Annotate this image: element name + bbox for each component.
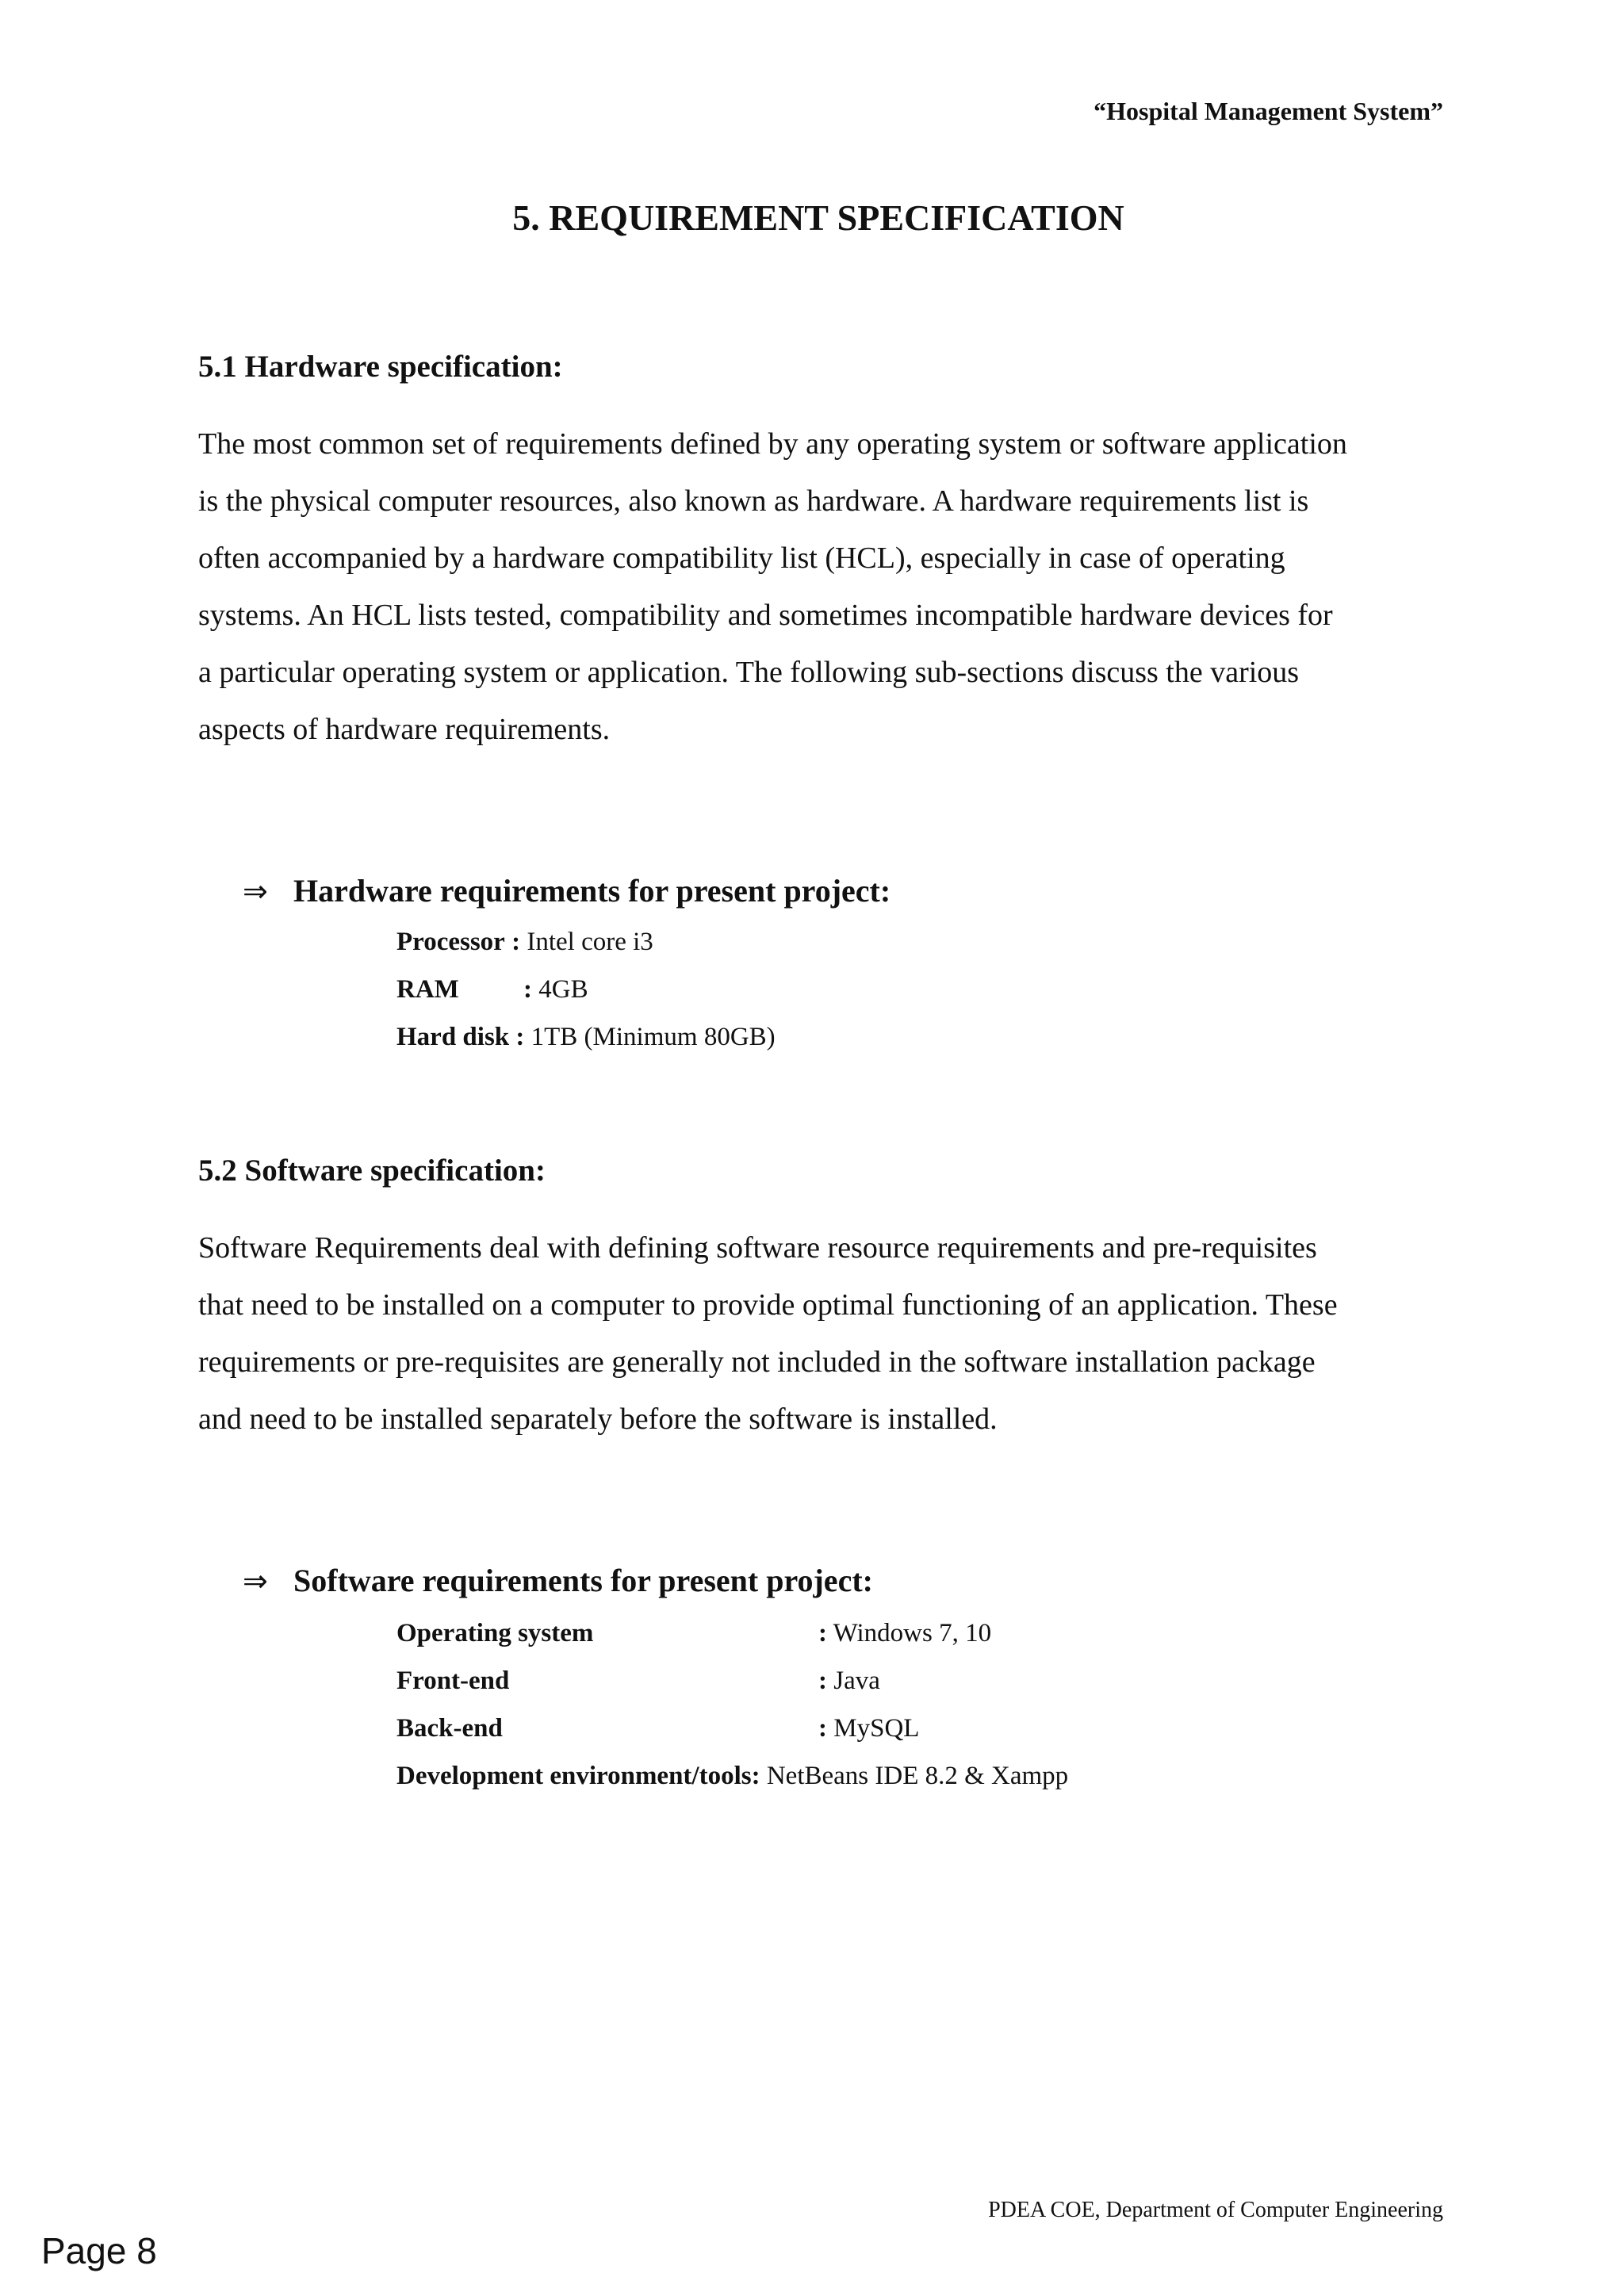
hardware-requirements-heading-text: Hardware requirements for present project: <box>293 873 891 909</box>
item-label: Front-end <box>396 1667 510 1695</box>
software-item-development-tools <box>396 1762 1068 1791</box>
item-label: Hard disk <box>396 1023 510 1051</box>
item-colon: : <box>511 928 521 956</box>
software-item-operating-system <box>396 1619 991 1648</box>
software-section-heading: 5.2 Software specification: <box>198 1154 546 1188</box>
item-colon: : <box>818 1714 827 1743</box>
paragraph-line: aspects of hardware requirements. <box>198 713 611 746</box>
software-item-front-end <box>396 1667 880 1696</box>
implies-arrow-icon: ⇒ <box>243 1563 268 1598</box>
paragraph-line: The most common set of requirements defined by any operating system or software application <box>198 427 1347 461</box>
paragraph-line: and need to be installed separately before the software is installed. <box>198 1402 998 1436</box>
chapter-title: 5. REQUIREMENT SPECIFICATION <box>512 197 1124 238</box>
running-header-title: “Hospital Management System” <box>1094 97 1443 125</box>
item-label: Development environment/tools: <box>396 1762 760 1790</box>
paragraph-line: that need to be installed on a computer to provide optimal functioning of an application. These <box>198 1288 1338 1322</box>
paragraph-line: requirements or pre-requisites are generally not included in the software installation package <box>198 1345 1316 1379</box>
item-label: RAM <box>396 975 459 1004</box>
item-value: MySQL <box>833 1714 920 1743</box>
paragraph-line: a particular operating system or application. The following sub-sections discuss the various <box>198 656 1300 689</box>
software-paragraph <box>198 1219 1443 1448</box>
hardware-item-ram <box>396 975 588 1004</box>
item-colon: : <box>515 1023 525 1051</box>
item-colon: : <box>818 1667 827 1695</box>
hardware-item-hard-disk <box>396 1023 776 1052</box>
item-value: 1TB (Minimum 80GB) <box>530 1023 776 1051</box>
paragraph-line: is the physical computer resources, also known as hardware. A hardware requirements list is <box>198 484 1309 518</box>
footer-department: PDEA COE, Department of Computer Engineering <box>988 2198 1443 2222</box>
item-value: NetBeans IDE 8.2 & Xampp <box>766 1762 1069 1790</box>
item-label: Operating system <box>396 1619 594 1647</box>
item-colon: : <box>523 975 532 1004</box>
item-label: Processor <box>396 928 505 956</box>
item-value: 4GB <box>538 975 588 1004</box>
hardware-item-processor <box>396 928 653 957</box>
item-label: Back-end <box>396 1714 503 1743</box>
hardware-requirements-heading <box>243 872 891 909</box>
item-value: Intel core i3 <box>527 928 653 956</box>
paragraph-line: systems. An HCL lists tested, compatibility and sometimes incompatible hardware devices for <box>198 599 1333 632</box>
paragraph-line: Software Requirements deal with defining software resource requirements and pre-requisites <box>198 1231 1317 1265</box>
software-requirements-heading-text: Software requirements for present project: <box>293 1563 873 1598</box>
item-value: Java <box>833 1667 880 1695</box>
item-colon: : <box>818 1619 827 1647</box>
paragraph-line: often accompanied by a hardware compatibility list (HCL), especially in case of operating <box>198 541 1285 575</box>
item-value: Windows 7, 10 <box>833 1619 992 1647</box>
page-number: Page 8 <box>41 2230 157 2271</box>
software-item-back-end <box>396 1714 919 1743</box>
hardware-section-heading: 5.1 Hardware specification: <box>198 350 563 384</box>
implies-arrow-icon: ⇒ <box>243 874 268 909</box>
software-requirements-heading <box>243 1562 873 1599</box>
hardware-paragraph <box>198 415 1443 758</box>
